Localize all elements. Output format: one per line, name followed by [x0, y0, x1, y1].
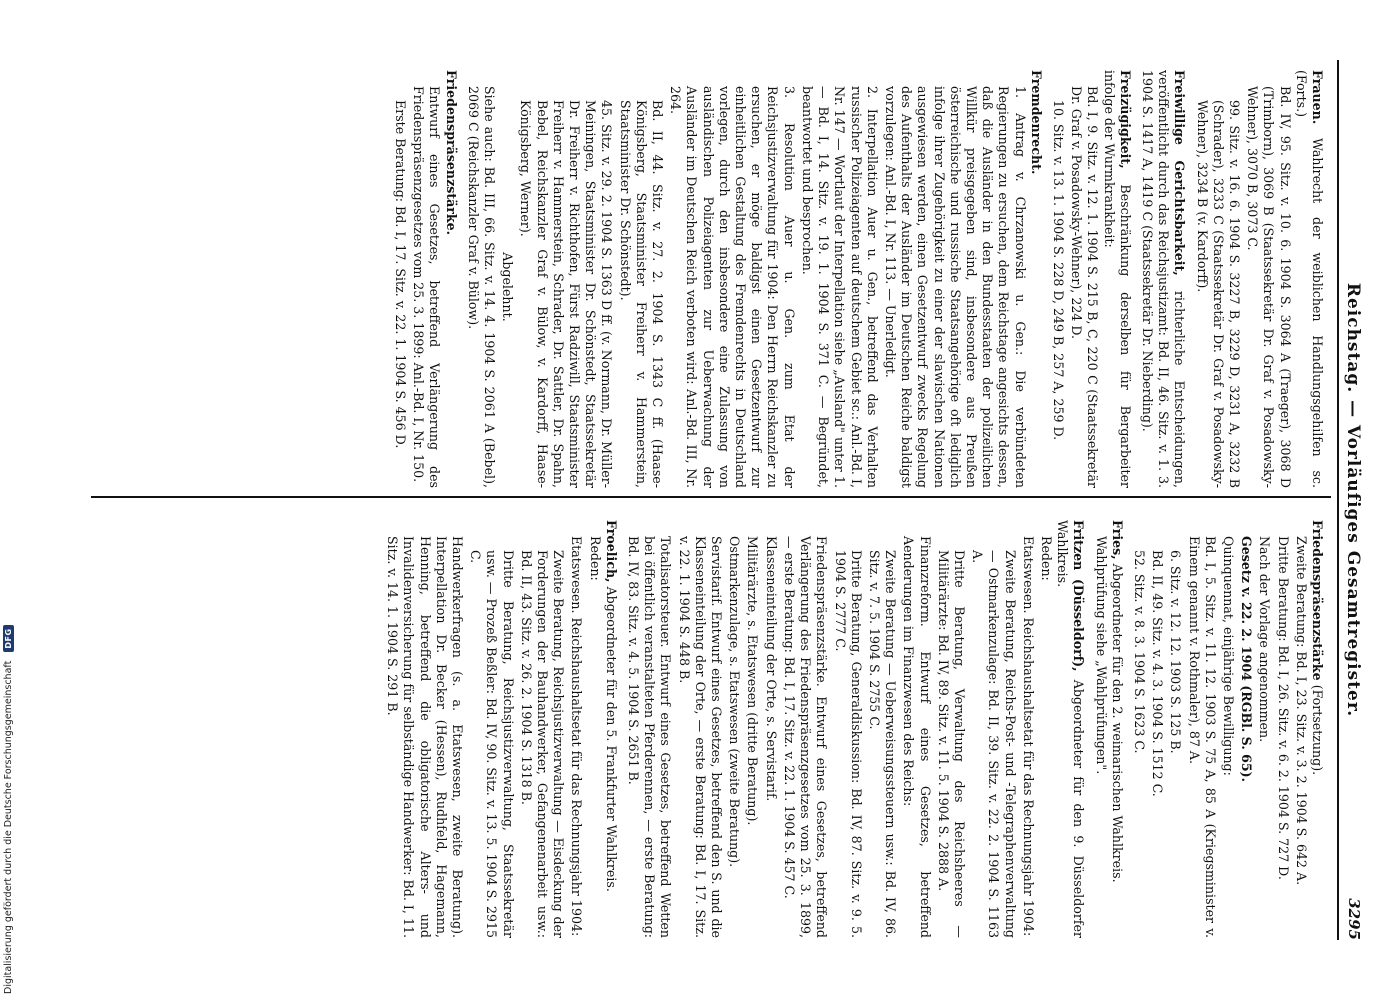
entry-line: Erste Beratung: Bd. I, 17. Sitz. v. 22. 1. 1904 S. 456 D.	[393, 100, 409, 449]
entry-head: Frauen.	[1310, 70, 1325, 125]
entry-line: Militärärzte, s. Etatswesen (dritte Beratung).	[745, 536, 761, 826]
page-number: 3295	[1345, 898, 1363, 940]
entry-line: Etatswesen. Reichshaushaltsetat für das Rechnungsjahr 1904:	[1020, 536, 1036, 937]
entry-line: 6. Sitz. v. 12. 12. 1903 S. 125 B.	[1168, 550, 1184, 754]
entry-line: Zweite Beratung — Ueberweisungssteuern usw.: Bd. IV, 86. Sitz. v. 7. 5. 1904 S. 2755 C.	[866, 550, 899, 938]
funding-text: Digitalisierung gefördert durch die Deutsche Forschungsgemeinschaft	[3, 660, 14, 994]
entry-item: 2. Interpellation Auer u. Gen., betreffend das Verhalten russischer Polizeiagenten auf deutschem Gebiet sc.: Anl.-Bd. I, Nr. 147 — Wortlaut der Interpellation siehe „Ausland" unter 1. — Bd. I, 14. Sitz. v. 19. 1. 1904 S. 371 C. — Begründet, beantwortet und besprochen.	[799, 86, 880, 488]
entry-line: Siehe auch: Bd. III, 66. Sitz. v. 14. 4. 1904 S. 2061 A (Bebel), 2069 C (Reichskanzler Graf v. Bülow).	[465, 86, 498, 488]
page-header	[1337, 60, 1365, 940]
entry-line: Ostmarkenzulage, s. Etatswesen (zweite Beratung).	[727, 536, 743, 868]
entry-line: Klasseneinteilung der Orte, s. Servistarif.	[763, 536, 779, 802]
dfg-logo: DFG	[3, 625, 14, 651]
entry-line: Wahlprüfung siehe „Wahlprüfungen".	[1093, 536, 1109, 775]
entry-line: Friedenspräsenzstärke. Entwurf eines Gesetzes, betreffend Verlängerung des Friedenspräsenzgesetzes vom 25. 3. 1899, — erste Beratung: Bd. I, 17. Sitz. v. 22. 1. 1904 S. 457 C.	[781, 536, 830, 938]
index-entry	[465, 70, 1044, 488]
entry-line: Reden:	[587, 536, 603, 581]
index-entry	[384, 520, 619, 938]
column-divider	[91, 496, 1331, 498]
entry-item: 3. Resolution Auer u. Gen. zum Etat der Reichsjustizverwaltung für 1904: Den Herrn Reichskanzler zu ersuchen, er möge baldigst einen Gesetzentwurf zur einheitlichen Gestaltung des Fremdenrechts in Deutschland vorlegen, durch den insbesondere eine Zulassung von ausländischen Polizeiagenten zur Ueberwachung der Ausländer im Deutschen Reich verboten wird: Anl.-Bd. III, Nr. 264.	[668, 86, 797, 488]
entry-line: Bd. I, 9. Sitz. v. 12. 1. 1904 S. 215 B, C, 220 C (Staatssekretär Dr. Graf v. Posadowsky-Wehner), 224 D.	[1069, 86, 1101, 488]
entry-line: Zweite Beratung, Reichsjustizverwaltung — Eisdeckung der Forderungen der Bauhandwerker, Gefangenenarbeit usw.: Bd. II, 43. Sitz. v. 26. 2. 1904 S. 1318 B.	[518, 550, 567, 938]
entry-text: richterliche Entscheidungen, veröffentlicht durch das Reichsjustizamt: Bd. II, 46. Sitz. v. 1. 3. 1904 S. 1417 A, 1419 C (Staatssekretär Dr. Nieberding).	[1139, 70, 1188, 488]
entry-line: Servistarif. Entwurf eines Gesetzes, betreffend den S. und die Klasseneinteilung der Orte, — erste Beratung: Bd. I, 17. Sitz. v. 22. 1. 1904 S. 448 B.	[676, 536, 725, 938]
entry-head: Freizügigkeit,	[1117, 70, 1133, 169]
entry-line: Dritte Beratung, Verwaltung des Reichsheeres — Militärärzte: Bd. IV, 89. Sitz. v. 11. 5. 1904 S. 2888 A.	[935, 550, 967, 938]
index-entry	[1050, 70, 1133, 488]
entry-line: 99. Sitz. v. 16. 6. 1904 S. 3227 B, 3229 D, 3231 A, 3232 B (Schrader), 3233 C (Staatssekretär Dr. Graf v. Posadowsky-Wehner), 3234 B (v. Kardorff).	[1194, 100, 1242, 488]
index-entry	[1131, 520, 1325, 938]
entry-line: Bd. II, 44. Sitz. v. 27. 2. 1904 S. 1343 C ff. (Haase-Königsberg, Staatsminister Freiherr v. Hammerstein, Staatsminister Dr. Schönstedt).	[617, 100, 666, 488]
entry-line: 45. Sitz. v. 29. 2. 1904 S. 1363 D ff. (v. Normann, Dr. Müller-Meiningen, Staatsminister Dr. Schönstedt, Staatssekretär Dr. Freiherr v. Richthofen, Fürst Radziwill, Staatsminister Freiherr v. Hammerstein, Schrader, Dr. Sattler, Dr. Spahn, Bebel, Reichskanzler Graf v. Bülow, v. Kardorff, Haase-Königsberg, Werner).	[518, 100, 615, 488]
entry-text: Wahlrecht der weiblichen Handlungsgehilfen sc. (Forts.)	[1293, 70, 1325, 488]
entry-line: Handwerkerfragen (s. a. Etatswesen, zweite Beratung). Interpellation Dr. Becker (Hessen), Rudhfeld, Hagemann, Henning, betreffend die obligatorische Alters- und Invalidenversicherung für selbständige Handwerker: Bd. I, 11. Sitz. v. 14. 1. 1904 S. 291 B.	[385, 536, 466, 938]
entry-head: Froelich,	[603, 520, 619, 583]
entry-line: Nach der Vorlage angenommen.	[1257, 536, 1273, 743]
entry-line: Totalisatorsteuer. Entwurf eines Gesetzes, betreffend Wetten bei öffentlich veranstalteten Pferderennen, — erste Beratung: Bd. IV, 83. Sitz. v. 4. 5. 1904 S. 2651 B.	[626, 536, 674, 938]
right-column	[378, 520, 1325, 938]
entry-line: Abgelehnt.	[500, 252, 516, 322]
entry-item: 1. Antrag v. Chrzanowski u. Gen.: Die verbündeten Regierungen zu ersuchen, dem Reichstage angesichts dessen, daß die Ausländer in den Bundesstaaten der polizeilichen Willkür preisgegeben sind, insbesondere aus Preußen österreichische und russische Staatsangehörige oft lediglich infolge ihrer Zugehörigkeit zu einer der slawischen Nationen ausgewiesen werden, einen Gesetzentwurf zwecks Regelung des Aufenthalts der Ausländer im Deutschen Reiche baldigst vorzulegen: Anl.-Bd. I, Nr. 113. — Unerledigt.	[882, 86, 1028, 488]
page-title: Reichstag. — Vorläufiges Gesamtregister.	[1343, 282, 1363, 718]
entry-head: Fries,	[1109, 520, 1125, 560]
entry-line: 10. Sitz. v. 13. 1. 1904 S. 228 D, 249 B, 257 A, 259 D.	[1050, 100, 1066, 441]
entry-line: Dritte Beratung, Reichsjustizverwaltung, Staatssekretär usw. — Prozeß Beßler: Bd. IV, 90. Sitz. v. 13. 5. 1904 S. 2915 C.	[468, 550, 516, 938]
entry-text: Beschränkung derselben für Bergarbeiter infolge der Wurmkrankheit:	[1101, 70, 1133, 488]
entry-text: Abgeordneter für den 2. weimarischen Wahlkreis.	[1109, 563, 1125, 883]
index-entry	[625, 520, 1086, 938]
index-entry	[1092, 520, 1124, 938]
entry-line: Bd. I, 5. Sitz. v. 11. 12. 1903 S. 75 A, 85 A (Kriegsminister v. Einem genannt v. Rothmaler), 87 A.	[1186, 536, 1218, 938]
entry-line: Zweite Beratung, Reichs-Post- und -Telegraphenverwaltung — Ostmarkenzulage: Bd. II, 39. Sitz. v. 22. 2. 1904 S. 1163 A.	[970, 550, 1018, 938]
entry-head: Friedenspräsenzstärke	[1310, 520, 1325, 681]
entry-line: Entwurf eines Gesetzes, betreffend Verlängerung des Friedenspräsenzgesetzes vom 25. 3. 1899: Anl.-Bd. I, Nr. 150.	[411, 86, 443, 488]
entry-text: Abgeordneter für den 9. Düsseldorfer Wahlkreis.	[1055, 520, 1087, 938]
entry-line: Reden:	[1038, 536, 1054, 581]
entry-line: Etatswesen. Reichshaushaltsetat für das Rechnungsjahr 1904:	[569, 536, 585, 937]
index-entry	[1193, 70, 1325, 488]
entry-line: Bd. IV, 95. Sitz. v. 10. 6. 1904 S. 3064 A (Traeger), 3068 D (Trimborn), 3069 B (Staatssekretär Dr. Graf v. Posadowsky-Wehner), 3070 B, 3073 C.	[1245, 86, 1293, 488]
entry-line: Dritte Beratung: Bd. I, 26. Sitz. v. 6. 2. 1904 S. 727 D.	[1275, 536, 1291, 880]
entry-line: 52. Sitz. v. 8. 3. 1904 S. 1623 C.	[1131, 550, 1147, 754]
entry-head: Fritzen (Düsseldorf),	[1071, 520, 1087, 672]
entry-line: Bd. II, 49. Sitz. v. 4. 3. 1904 S. 1512 C.	[1150, 550, 1166, 797]
entry-head: Freiwillige Gerichtsbarkeit,	[1172, 70, 1188, 276]
entry-line: Finanzreform. Entwurf eines Gesetzes, betreffend Aenderungen im Finanzwesen des Reichs:	[901, 536, 933, 938]
entry-line: Zweite Beratung: Bd. I, 23. Sitz. v. 3. 2. 1904 S. 642 A.	[1293, 536, 1309, 886]
entry-line: Quinquennat, einjährige Bewilligung:	[1220, 536, 1236, 776]
funding-note	[0, 0, 14, 1000]
entry-text: Abgeordneter für den 5. Frankfurter Wahlkreis.	[603, 586, 619, 892]
entry-line: Gesetz v. 22. 2. 1904 (RGBl. S. 65).	[1239, 536, 1255, 782]
entry-suffix: (Fortsetzung).	[1310, 684, 1325, 776]
entry-head: Friedenspräsenzstärke.	[443, 70, 459, 236]
entry-head: Fremdenrecht.	[1028, 70, 1044, 175]
left-column	[386, 70, 1325, 488]
entry-line: Dritte Beratung, Generaldiskussion: Bd. IV, 87. Sitz. v. 9. 5. 1904 S. 2777 C.	[832, 550, 864, 938]
index-entry	[1139, 70, 1188, 488]
index-entry	[392, 70, 459, 488]
